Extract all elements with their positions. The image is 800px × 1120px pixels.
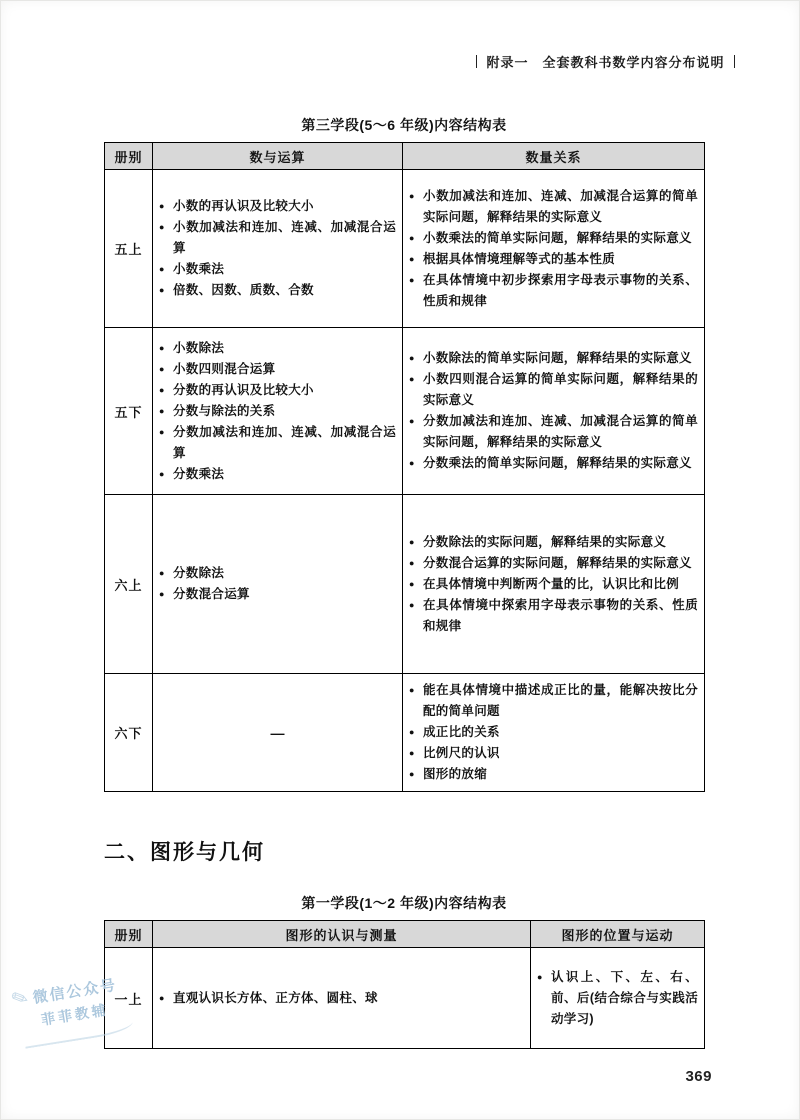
bullet-icon bbox=[159, 584, 173, 605]
list-item: ● 小数除法的简单实际问题，解释结果的实际意义 bbox=[409, 348, 698, 369]
list-item: ● 分数加减法和连加、连减、加减混合运算 bbox=[159, 422, 396, 464]
list-item: ● 直观认识长方体、正方体、圆柱、球 bbox=[159, 988, 524, 1009]
list-item: ● 分数乘法 bbox=[159, 464, 396, 485]
list-item: ● 比例尺的认识 bbox=[409, 743, 698, 764]
stage1-header-row bbox=[105, 921, 705, 948]
bullet-icon bbox=[159, 196, 173, 217]
list-item: ● 分数混合运算的实际问题，解释结果的实际意义 bbox=[409, 553, 698, 574]
list-item: ● 根据具体情境理解等式的基本性质 bbox=[409, 249, 698, 270]
header-divider-left bbox=[476, 55, 478, 68]
table-title-stage1: 第一学段(1～2 年级)内容结构表 bbox=[301, 895, 507, 911]
bullet-icon bbox=[159, 359, 173, 380]
page-number: 369 bbox=[685, 1068, 712, 1085]
list-item: ● 小数四则混合运算的简单实际问题，解释结果的实际意义 bbox=[409, 369, 698, 411]
volume-cell: 五下 bbox=[105, 328, 153, 495]
col-header-position: 图形的位置与运动 bbox=[531, 921, 705, 948]
bullet-icon bbox=[159, 259, 173, 280]
bullet-icon bbox=[159, 380, 173, 401]
running-header bbox=[467, 52, 744, 71]
relations-cell bbox=[403, 170, 705, 328]
list-item: ● 小数乘法 bbox=[159, 259, 396, 280]
operations-empty-cell: — bbox=[153, 674, 403, 792]
bullet-icon bbox=[159, 280, 173, 301]
stage3-header-row bbox=[105, 143, 705, 170]
relations-cell bbox=[403, 674, 705, 792]
list-item: ● 小数的再认识及比较大小 bbox=[159, 196, 396, 217]
list-item: ● 小数除法 bbox=[159, 338, 396, 359]
table-row bbox=[105, 674, 705, 792]
list-item: ● 分数除法的实际问题，解释结果的实际意义 bbox=[409, 532, 698, 553]
bullet-icon bbox=[409, 186, 423, 207]
bullet-icon bbox=[409, 249, 423, 270]
running-header-text: 附录一 全套教科书数学内容分布说明 bbox=[486, 55, 725, 70]
bullet-icon bbox=[409, 453, 423, 474]
bullet-icon bbox=[409, 764, 423, 785]
table-row bbox=[105, 948, 705, 1049]
list-item: ● 分数与除法的关系 bbox=[159, 401, 396, 422]
bullet-icon bbox=[159, 217, 173, 238]
watermark-line1: 微信公众号 bbox=[31, 976, 119, 1007]
list-item: ● 在具体情境中判断两个量的比，认识比和比例 bbox=[409, 574, 698, 595]
stage1-geometry-table bbox=[104, 920, 705, 1049]
relations-cell bbox=[403, 328, 705, 495]
bullet-icon bbox=[409, 722, 423, 743]
operations-cell bbox=[153, 170, 403, 328]
col-header-volume: 册别 bbox=[105, 143, 153, 170]
table-row bbox=[105, 170, 705, 328]
list-item: ● 分数除法 bbox=[159, 563, 396, 584]
list-item: ● 在具体情境中初步探索用字母表示事物的关系、性质和规律 bbox=[409, 270, 698, 312]
volume-cell: 一上 bbox=[105, 948, 153, 1049]
bullet-icon bbox=[159, 422, 173, 443]
stage3-table bbox=[104, 142, 705, 792]
bullet-icon bbox=[409, 743, 423, 764]
section-heading: 二、图形与几何 bbox=[104, 841, 265, 864]
bullet-icon bbox=[409, 553, 423, 574]
volume-cell: 五上 bbox=[105, 170, 153, 328]
recognition-cell bbox=[153, 948, 531, 1049]
list-item: ● 成正比的关系 bbox=[409, 722, 698, 743]
bullet-icon bbox=[537, 967, 551, 988]
pen-icon: ✎ bbox=[8, 985, 33, 1013]
bullet-icon bbox=[409, 228, 423, 249]
bullet-icon bbox=[409, 595, 423, 616]
bullet-icon bbox=[409, 270, 423, 291]
list-item: ● 认识上、下、左、右、前、后(结合综合与实践活动学习) bbox=[537, 967, 698, 1030]
bullet-icon bbox=[409, 532, 423, 553]
page-content bbox=[104, 114, 704, 1049]
bullet-icon bbox=[159, 563, 173, 584]
list-item: ● 在具体情境中探索用字母表示事物的关系、性质和规律 bbox=[409, 595, 698, 637]
bullet-icon bbox=[159, 988, 173, 1009]
list-item: ● 能在具体情境中描述成正比的量，能解决按比分配的简单问题 bbox=[409, 680, 698, 722]
position-cell bbox=[531, 948, 705, 1049]
col-header-volume: 册别 bbox=[105, 921, 153, 948]
volume-cell: 六下 bbox=[105, 674, 153, 792]
volume-cell: 六上 bbox=[105, 495, 153, 674]
bullet-icon bbox=[159, 338, 173, 359]
list-item: ● 小数乘法的简单实际问题，解释结果的实际意义 bbox=[409, 228, 698, 249]
bullet-icon bbox=[409, 369, 423, 390]
bullet-icon bbox=[159, 401, 173, 422]
bullet-icon bbox=[409, 574, 423, 595]
list-item: ● 小数四则混合运算 bbox=[159, 359, 396, 380]
bullet-icon bbox=[159, 464, 173, 485]
table-row bbox=[105, 495, 705, 674]
list-item: ● 分数混合运算 bbox=[159, 584, 396, 605]
bullet-icon bbox=[409, 348, 423, 369]
list-item: ● 小数加减法和连加、连减、加减混合运算的简单实际问题，解释结果的实际意义 bbox=[409, 186, 698, 228]
col-header-operations: 数与运算 bbox=[153, 143, 403, 170]
watermark-line2: 菲菲教辅 bbox=[40, 1001, 110, 1028]
operations-cell bbox=[153, 495, 403, 674]
list-item: ● 分数乘法的简单实际问题，解释结果的实际意义 bbox=[409, 453, 698, 474]
bullet-icon bbox=[409, 411, 423, 432]
list-item: ● 分数的再认识及比较大小 bbox=[159, 380, 396, 401]
list-item: ● 小数加减法和连加、连减、加减混合运算 bbox=[159, 217, 396, 259]
list-item: ● 图形的放缩 bbox=[409, 764, 698, 785]
relations-cell bbox=[403, 495, 705, 674]
header-divider-right bbox=[734, 55, 736, 68]
col-header-recognition: 图形的认识与测量 bbox=[153, 921, 531, 948]
table-row bbox=[105, 328, 705, 495]
list-item: ● 分数加减法和连加、连减、加减混合运算的简单实际问题，解释结果的实际意义 bbox=[409, 411, 698, 453]
bullet-icon bbox=[409, 680, 423, 701]
list-item: ● 倍数、因数、质数、合数 bbox=[159, 280, 396, 301]
col-header-relations: 数量关系 bbox=[403, 143, 705, 170]
operations-cell bbox=[153, 328, 403, 495]
table-title-stage3: 第三学段(5～6 年级)内容结构表 bbox=[301, 117, 507, 133]
